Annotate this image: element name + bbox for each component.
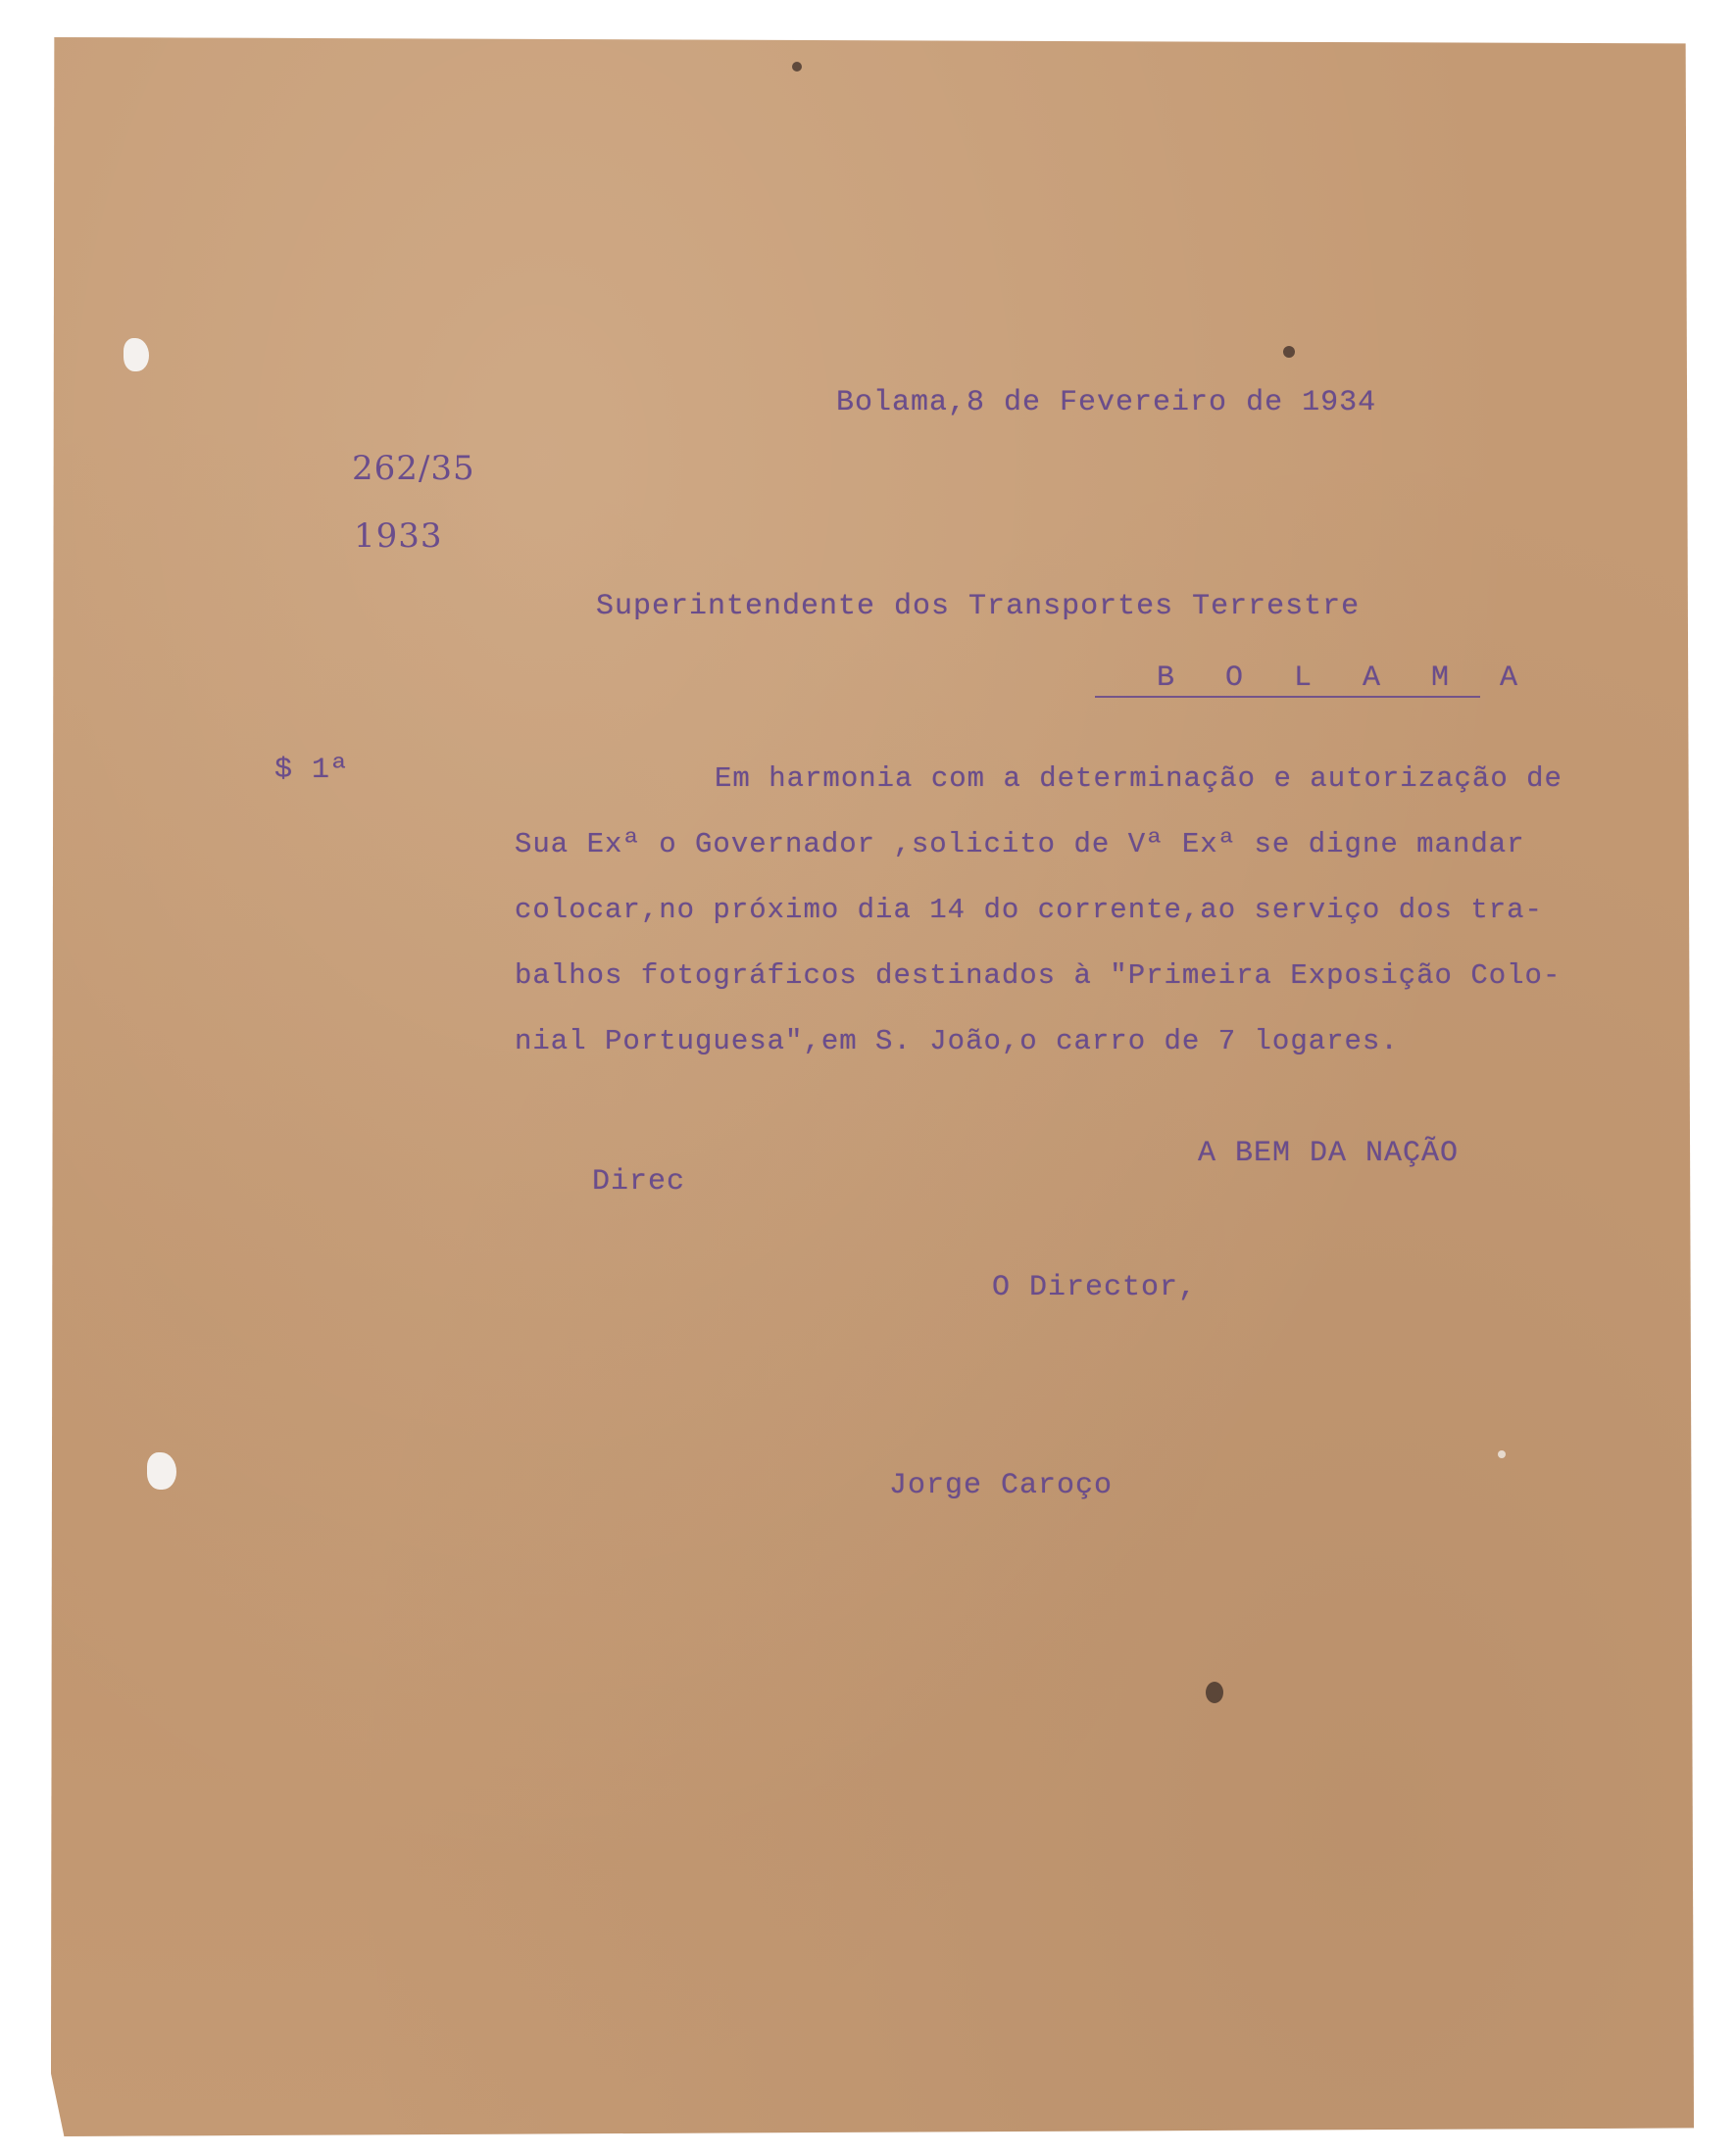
ink-speck — [1498, 1450, 1506, 1458]
location-underline — [1095, 696, 1480, 698]
reference-year: 1933 — [354, 516, 443, 556]
punch-hole-bottom — [147, 1452, 176, 1490]
place-date: Bolama,8 de Fevereiro de 1934 — [836, 386, 1377, 419]
signatory-name: Jorge Caroço — [889, 1469, 1114, 1502]
body-line: colocar,no próximo dia 14 do corrente,ao serviço dos tra- — [515, 894, 1543, 926]
signatory-title: O Director, — [992, 1271, 1198, 1304]
body-line: Sua Exª o Governador ,solicito de Vª Exª se digne mandar — [515, 828, 1525, 860]
department-abbreviation: Direc — [592, 1165, 686, 1199]
margin-note: $ 1ª — [274, 754, 350, 787]
closing-salutation: A BEM DA NAÇÃO — [1198, 1137, 1460, 1170]
recipient-title: Superintendente dos Transportes Terrestre — [596, 590, 1361, 623]
body-line: balhos fotográficos destinados à "Primeira Exposição Colo- — [515, 959, 1562, 992]
ink-speck — [1283, 346, 1295, 358]
body-line: nial Portuguesa",em S. João,o carro de 7 logares. — [515, 1025, 1399, 1057]
ink-speck — [792, 62, 802, 72]
body-line: Em harmonia com a determinação e autorização de — [715, 762, 1562, 795]
ink-speck — [1206, 1682, 1223, 1703]
letter-body — [515, 760, 1671, 1088]
recipient-location: B O L A M A — [1157, 662, 1535, 695]
reference-number: 262/35 — [352, 449, 475, 488]
punch-hole-top — [124, 338, 149, 371]
